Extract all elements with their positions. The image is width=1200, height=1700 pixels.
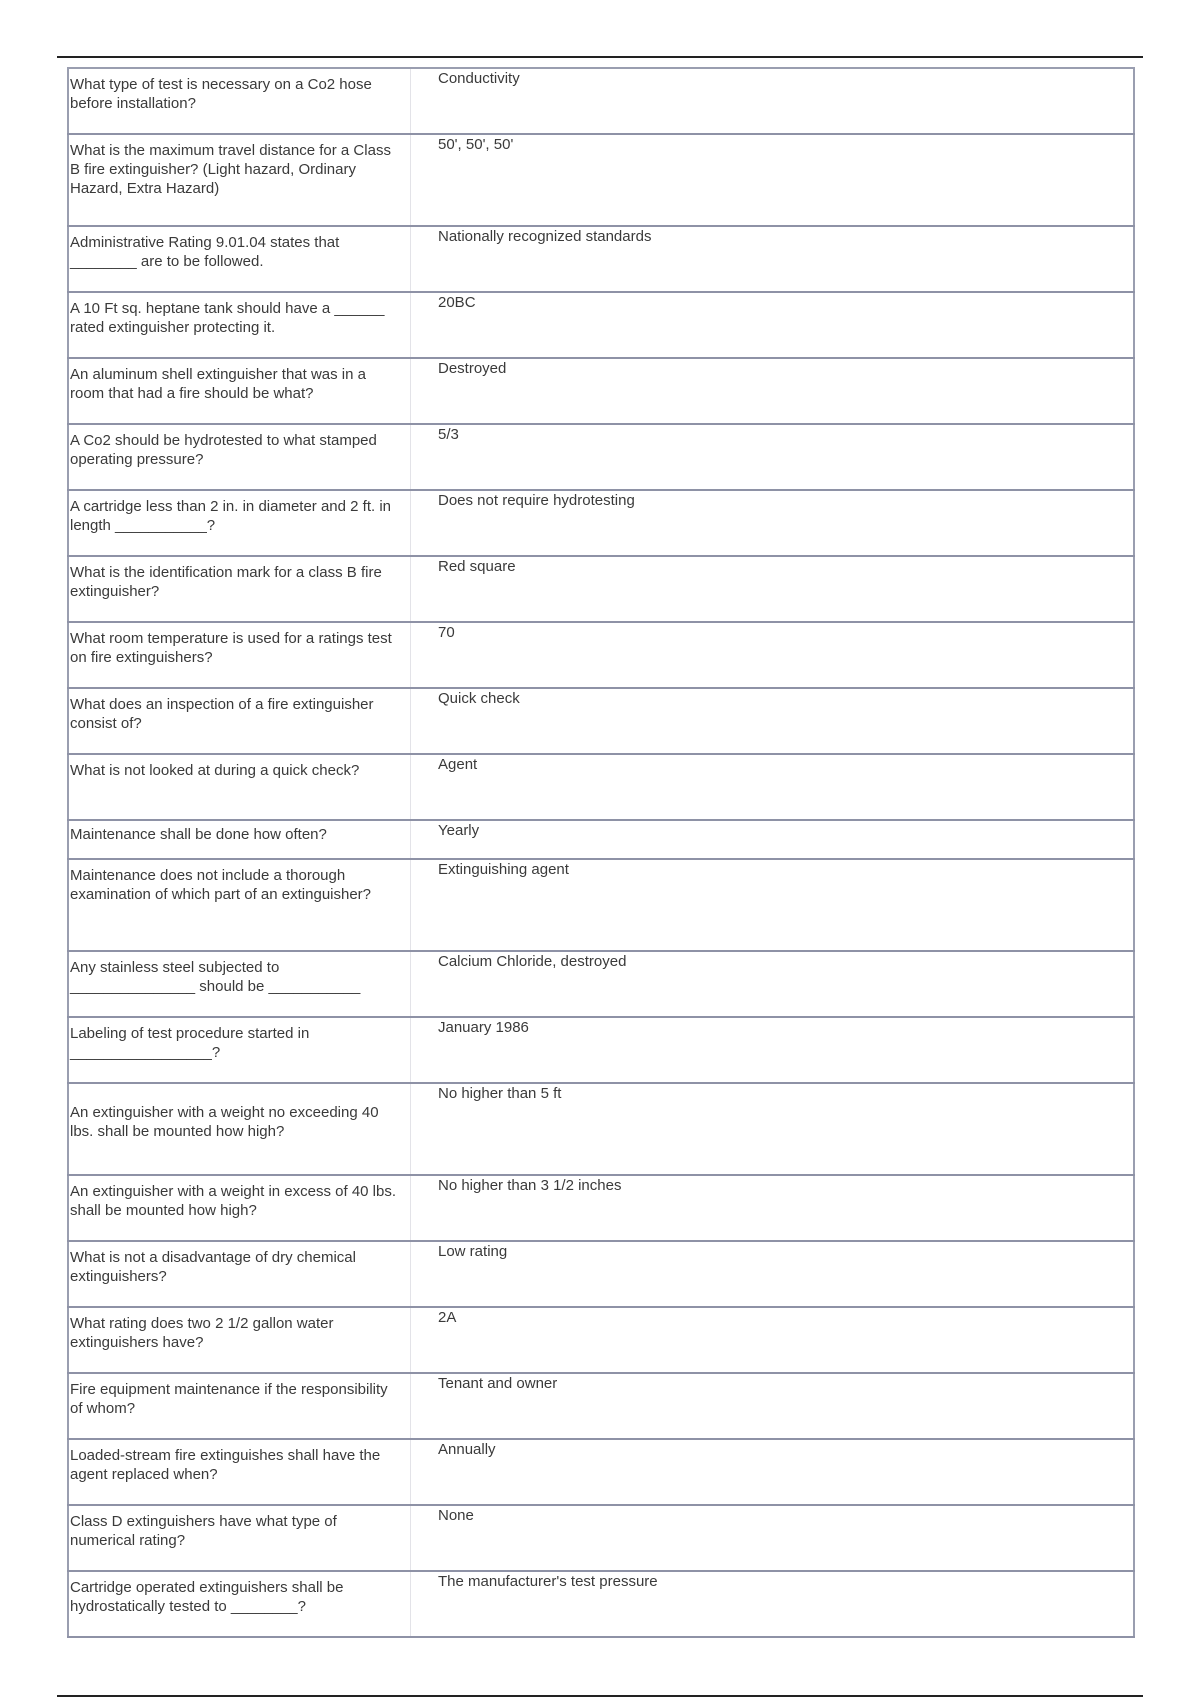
answer-cell [411, 358, 1135, 424]
question-text: Cartridge operated extinguishers shall be hydrostatically tested to ________? [70, 1579, 344, 1615]
answer-cell [411, 1017, 1135, 1083]
question-text: A 10 Ft sq. heptane tank should have a ______ rated extinguisher protecting it. [70, 300, 385, 336]
flashcard-row [68, 490, 1134, 556]
question-cell [68, 688, 411, 754]
question-cell [68, 490, 411, 556]
answer-cell [411, 754, 1135, 820]
answer-cell [411, 1505, 1135, 1571]
question-cell [68, 1083, 411, 1175]
answer-text: No higher than 3 1/2 inches [438, 1177, 622, 1194]
question-text: Class D extinguishers have what type of numerical rating? [70, 1513, 337, 1549]
question-cell [68, 556, 411, 622]
answer-cell [411, 1373, 1135, 1439]
question-text: An extinguisher with a weight no exceeding 40 lbs. shall be mounted how high? [70, 1104, 379, 1140]
question-cell [68, 1373, 411, 1439]
question-text: What type of test is necessary on a Co2 hose before installation? [70, 76, 372, 112]
answer-text: None [438, 1507, 474, 1524]
flashcard-row [68, 859, 1134, 951]
question-text: A Co2 should be hydrotested to what stamped operating pressure? [70, 432, 377, 468]
answer-text: Nationally recognized standards [438, 228, 652, 245]
question-text: Any stainless steel subjected to _______________ should be ___________ [70, 959, 361, 995]
question-text: An extinguisher with a weight in excess of 40 lbs. shall be mounted how high? [70, 1183, 397, 1219]
flashcard-row [68, 754, 1134, 820]
answer-text: Calcium Chloride, destroyed [438, 953, 627, 970]
question-text: What does an inspection of a fire extinguisher consist of? [70, 696, 374, 732]
answer-cell [411, 688, 1135, 754]
answer-text: Extinguishing agent [438, 861, 569, 878]
flashcard-row [68, 688, 1134, 754]
flashcard-row [68, 68, 1134, 134]
flashcard-table-body [68, 68, 1134, 1637]
answer-text: 70 [438, 624, 455, 641]
question-cell [68, 820, 411, 859]
answer-text: The manufacturer's test pressure [438, 1573, 658, 1590]
answer-text: 50', 50', 50' [438, 136, 514, 153]
question-cell [68, 1439, 411, 1505]
answer-cell [411, 820, 1135, 859]
flashcard-table [67, 67, 1135, 1638]
question-cell [68, 754, 411, 820]
question-cell [68, 1307, 411, 1373]
answer-text: Annually [438, 1441, 496, 1458]
question-text: What rating does two 2 1/2 gallon water extinguishers have? [70, 1315, 334, 1351]
question-text: Labeling of test procedure started in _________________? [70, 1025, 310, 1061]
question-cell [68, 1505, 411, 1571]
question-text: What room temperature is used for a ratings test on fire extinguishers? [70, 630, 392, 666]
flashcard-row [68, 1571, 1134, 1637]
question-cell [68, 1241, 411, 1307]
flashcard-row [68, 820, 1134, 859]
flashcard-row [68, 358, 1134, 424]
answer-cell [411, 859, 1135, 951]
answer-text: January 1986 [438, 1019, 529, 1036]
question-text: What is not a disadvantage of dry chemical extinguishers? [70, 1249, 356, 1285]
answer-cell [411, 490, 1135, 556]
answer-text: 20BC [438, 294, 476, 311]
flashcard-row [68, 951, 1134, 1017]
answer-cell [411, 622, 1135, 688]
flashcard-row [68, 1083, 1134, 1175]
question-cell [68, 1571, 411, 1637]
answer-cell [411, 134, 1135, 226]
flashcard-row [68, 1439, 1134, 1505]
flashcard-row [68, 292, 1134, 358]
answer-text: Yearly [438, 822, 480, 839]
flashcard-row [68, 1175, 1134, 1241]
answer-text: No higher than 5 ft [438, 1085, 562, 1102]
answer-text: 2A [438, 1309, 457, 1326]
question-cell [68, 134, 411, 226]
answer-cell [411, 1571, 1135, 1637]
question-cell [68, 358, 411, 424]
question-text: What is not looked at during a quick check? [70, 762, 360, 779]
answer-text: Tenant and owner [438, 1375, 558, 1392]
answer-text: Destroyed [438, 360, 507, 377]
flashcard-row [68, 1505, 1134, 1571]
top-rule [57, 56, 1143, 58]
question-cell [68, 424, 411, 490]
question-cell [68, 622, 411, 688]
question-text: What is the maximum travel distance for a Class B fire extinguisher? (Light hazard, Ordinary Hazard, Extra Hazard) [70, 142, 391, 197]
question-cell [68, 292, 411, 358]
answer-cell [411, 424, 1135, 490]
flashcard-row [68, 1373, 1134, 1439]
answer-text: Agent [438, 756, 478, 773]
answer-text: Low rating [438, 1243, 508, 1260]
answer-text: Does not require hydrotesting [438, 492, 635, 509]
answer-text: Red square [438, 558, 516, 575]
flashcard-row [68, 1241, 1134, 1307]
answer-cell [411, 1241, 1135, 1307]
answer-text: Quick check [438, 690, 520, 707]
answer-cell [411, 68, 1135, 134]
flashcard-row [68, 226, 1134, 292]
answer-cell [411, 556, 1135, 622]
flashcard-row [68, 556, 1134, 622]
question-cell [68, 68, 411, 134]
flashcard-row [68, 1017, 1134, 1083]
question-cell [68, 1017, 411, 1083]
question-cell [68, 859, 411, 951]
question-cell [68, 226, 411, 292]
answer-cell [411, 226, 1135, 292]
question-cell [68, 1175, 411, 1241]
flashcard-row [68, 134, 1134, 226]
question-text: Loaded-stream fire extinguishes shall have the agent replaced when? [70, 1447, 381, 1483]
question-text: Maintenance does not include a thorough examination of which part of an extinguisher? [70, 867, 372, 903]
question-text: Fire equipment maintenance if the responsibility of whom? [70, 1381, 388, 1417]
answer-cell [411, 951, 1135, 1017]
flashcard-row [68, 424, 1134, 490]
question-text: What is the identification mark for a class B fire extinguisher? [70, 564, 382, 600]
answer-cell [411, 1083, 1135, 1175]
flashcard-row [68, 622, 1134, 688]
answer-cell [411, 1439, 1135, 1505]
answer-cell [411, 1307, 1135, 1373]
answer-text: 5/3 [438, 426, 459, 443]
answer-cell [411, 1175, 1135, 1241]
answer-cell [411, 292, 1135, 358]
bottom-rule [57, 1695, 1143, 1697]
question-text: A cartridge less than 2 in. in diameter and 2 ft. in length ___________? [70, 498, 392, 534]
question-text: Maintenance shall be done how often? [70, 826, 327, 843]
question-cell [68, 951, 411, 1017]
answer-text: Conductivity [438, 70, 520, 87]
question-text: An aluminum shell extinguisher that was in a room that had a fire should be what? [70, 366, 366, 402]
question-text: Administrative Rating 9.01.04 states that ________ are to be followed. [70, 234, 340, 270]
flashcard-row [68, 1307, 1134, 1373]
